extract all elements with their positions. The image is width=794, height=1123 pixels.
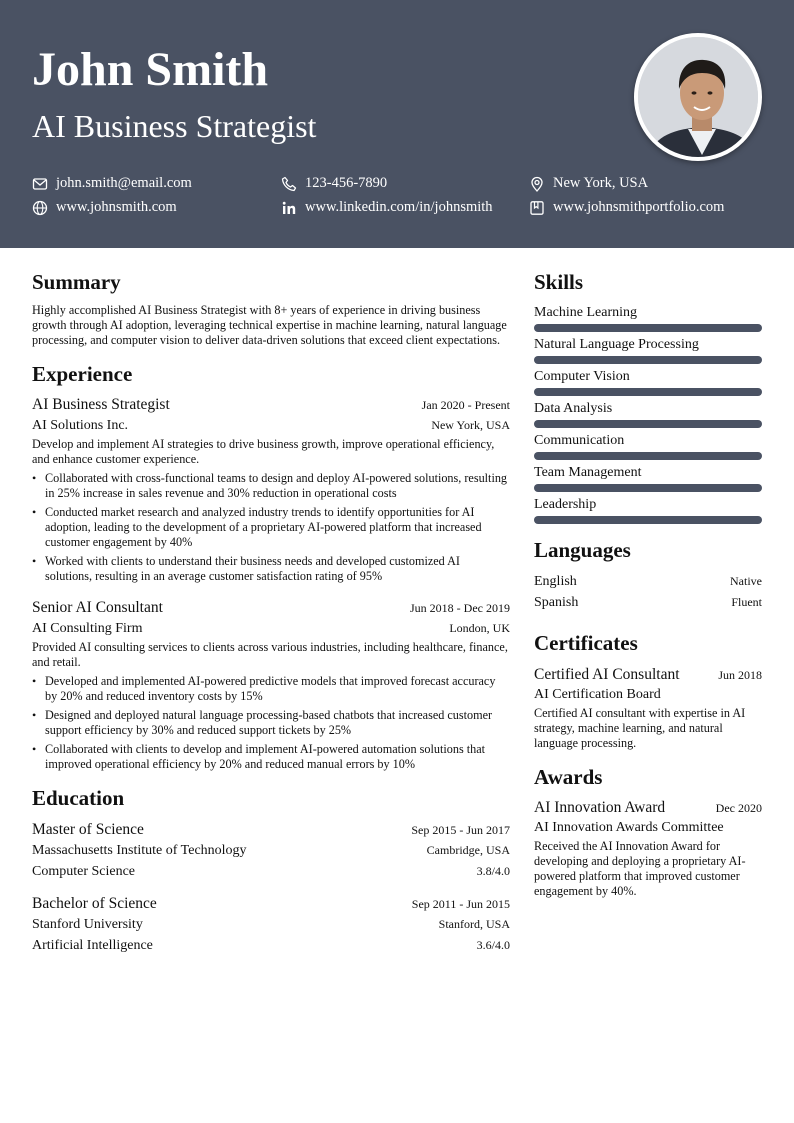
skill-name: Leadership	[534, 497, 597, 513]
language-name: English	[534, 574, 577, 590]
languages-list	[534, 571, 762, 613]
job-company: AI Consulting Firm	[32, 621, 143, 637]
skill-level-bar	[534, 324, 762, 332]
gpa: 3.6/4.0	[476, 937, 510, 952]
field-of-study: Artificial Intelligence	[32, 937, 153, 953]
skill-level-bar	[534, 516, 762, 524]
job-dates: Jan 2020 - Present	[421, 398, 510, 413]
certificates-date: Jun 2018	[718, 667, 762, 682]
edu-location: Cambridge, USA	[426, 842, 510, 857]
phone-text: 123-456-7890	[305, 175, 388, 191]
education-entry	[32, 820, 510, 882]
certificates-heading: Certificates	[534, 631, 638, 656]
job-bullet: • Worked with clients to understand their business needs and developed customized AI solutions, resulting in an average customer satisfaction rating of 95%	[32, 554, 510, 584]
job-description: Develop and implement AI strategies to drive business growth, improve operational efficiency, and enhance customer experience.	[32, 437, 495, 467]
meta-row	[32, 840, 510, 861]
school: Massachusetts Institute of Technology	[32, 842, 247, 858]
profile-photo	[634, 33, 762, 161]
awards-date: Dec 2020	[715, 800, 762, 815]
school: Stanford University	[32, 916, 143, 932]
location-text: New York, USA	[553, 175, 649, 191]
language-level: Native	[730, 574, 762, 589]
meta-row	[32, 598, 510, 618]
language-name: Spanish	[534, 595, 579, 611]
mail-icon	[32, 176, 48, 192]
header-banner	[0, 0, 794, 248]
education-list	[32, 820, 510, 956]
job-entry	[32, 395, 510, 584]
job-location: New York, USA	[431, 418, 510, 433]
edu-location: Stanford, USA	[438, 916, 510, 931]
meta-row	[32, 395, 510, 415]
job-bullet: • Collaborated with cross-functional teams to design and deploy AI-powered solutions, resulting in 25% increase in sales revenue and 30% reduction in operational costs	[32, 471, 510, 501]
phone-icon	[281, 176, 297, 192]
candidate-name: John Smith	[32, 43, 269, 96]
skills-heading: Skills	[534, 270, 584, 294]
contact-portfolio[interactable]	[529, 199, 724, 216]
certificates-description: Certified AI consultant with expertise in AI strategy, machine learning, and natural language processing.	[534, 705, 746, 750]
experience-list	[32, 395, 510, 772]
awards-list	[534, 798, 762, 899]
skill-name: Natural Language Processing	[534, 337, 699, 353]
skill-name: Machine Learning	[534, 305, 638, 321]
certificates-name: Certified AI Consultant	[534, 665, 680, 683]
skill-name: Communication	[534, 433, 625, 449]
meta-row	[32, 820, 510, 840]
languages-heading: Languages	[534, 538, 631, 563]
skill-name: Data Analysis	[534, 401, 613, 417]
globe-icon	[32, 200, 48, 216]
summary-text: Highly accomplished AI Business Strategist with 8+ years of experience in driving business growth through AI adoption, leveraging technical expertise in machine learning, natural language processing, and computer vision to deliver data-driven solutions that exceed client expectations.	[32, 303, 507, 348]
degree: Master of Science	[32, 820, 144, 838]
job-role: AI Business Strategist	[32, 396, 170, 414]
portfolio-icon	[529, 200, 545, 216]
contact-location	[529, 175, 648, 192]
language-row	[534, 592, 762, 613]
language-level: Fluent	[731, 595, 762, 610]
meta-row	[534, 798, 762, 818]
skill-level-bar	[534, 388, 762, 396]
certificates-list	[534, 665, 762, 751]
job-bullet: • Conducted market research and analyzed industry trends to identify opportunities for AI adoption, leading to the development of a proprietary AI-powered platform that increased customer engagement by 40%	[32, 505, 510, 550]
summary-heading: Summary	[32, 270, 121, 294]
education-heading: Education	[32, 786, 125, 811]
awards-heading: Awards	[534, 764, 603, 789]
linkedin-text: www.linkedin.com/in/johnsmith	[305, 199, 493, 215]
skill-level-bar	[534, 452, 762, 460]
linkedin-icon	[281, 200, 297, 216]
email-text: john.smith@email.com	[56, 175, 192, 191]
job-dates: Jun 2018 - Dec 2019	[410, 601, 510, 616]
contact-website[interactable]	[32, 199, 177, 216]
right-column	[534, 270, 762, 899]
meta-row	[32, 894, 510, 914]
meta-row	[32, 935, 510, 956]
location-pin-icon	[529, 176, 545, 192]
skill-level-bar	[534, 356, 762, 364]
field-of-study: Computer Science	[32, 863, 136, 879]
awards-name: AI Innovation Award	[534, 798, 666, 816]
job-bullet: • Designed and deployed natural language processing-based chatbots that increased customer support efficiency by 30% and reduced support tickets by 25%	[32, 708, 510, 738]
website-text: www.johnsmith.com	[56, 199, 177, 215]
meta-row	[32, 861, 510, 882]
skill-level-bar	[534, 420, 762, 428]
skill-name: Computer Vision	[534, 369, 630, 385]
language-row	[534, 571, 762, 592]
job-title: AI Business Strategist	[32, 108, 317, 144]
contact-linkedin[interactable]	[281, 199, 493, 216]
job-location: London, UK	[449, 621, 510, 636]
job-entry	[32, 598, 510, 772]
job-company: AI Solutions Inc.	[32, 418, 129, 434]
job-bullets	[32, 674, 510, 772]
awards-issuer: AI Innovation Awards Committee	[534, 819, 724, 835]
portfolio-text: www.johnsmithportfolio.com	[553, 199, 725, 215]
contact-phone[interactable]	[281, 175, 387, 192]
edu-dates: Sep 2015 - Jun 2017	[411, 822, 510, 837]
skill-name: Team Management	[534, 465, 642, 481]
meta-row	[32, 914, 510, 935]
gpa: 3.8/4.0	[476, 863, 510, 878]
job-bullet: • Collaborated with clients to develop and implement AI-powered automation solutions that improved operational efficiency by 20% and reduced manual errors by 10%	[32, 742, 510, 772]
job-bullet: • Developed and implemented AI-powered predictive models that improved forecast accuracy by 20% and reduced inventory costs by 15%	[32, 674, 510, 704]
job-role: Senior AI Consultant	[32, 599, 163, 617]
left-column	[32, 270, 510, 968]
awards-description: Received the AI Innovation Award for developing and deploying a proprietary AI-powered platform that improved customer engagement by 40%.	[534, 838, 746, 898]
contact-email[interactable]	[32, 175, 192, 192]
meta-row	[32, 618, 510, 639]
job-bullets	[32, 471, 510, 584]
experience-heading: Experience	[32, 362, 133, 387]
skills-list	[534, 303, 762, 524]
degree: Bachelor of Science	[32, 894, 157, 912]
education-entry	[32, 894, 510, 956]
meta-row	[534, 665, 762, 685]
meta-row	[32, 415, 510, 436]
certificates-issuer: AI Certification Board	[534, 686, 661, 702]
job-description: Provided AI consulting services to clients across various industries, including healthcare, finance, and retail.	[32, 640, 508, 670]
skill-level-bar	[534, 484, 762, 492]
edu-dates: Sep 2011 - Jun 2015	[411, 896, 510, 911]
